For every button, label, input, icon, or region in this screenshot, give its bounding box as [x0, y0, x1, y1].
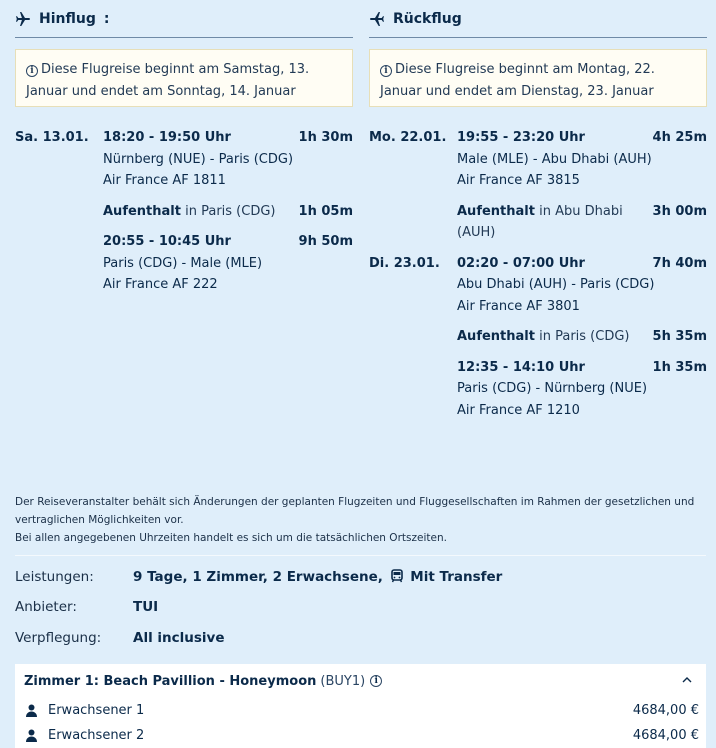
- leg-time: 18:20 - 19:50 Uhr: [103, 130, 231, 145]
- stopover-duration: 3h 00m: [652, 203, 707, 219]
- leg-flight: Air France AF 222: [103, 277, 218, 292]
- stopover-label: Aufenthalt: [457, 329, 535, 344]
- outbound-header: Hinflug :: [15, 0, 353, 38]
- stopover-place: in Paris (CDG): [539, 329, 630, 344]
- disclaimer-local-times: Bei allen angegebenen Uhrzeiten handelt es sich um die tatsächlichen Ortszeiten.: [15, 532, 447, 544]
- inbound-section: [369, 0, 707, 421]
- room-title: Zimmer 1: Beach Pavillion - Honeymoon: [24, 673, 317, 689]
- stopover: [369, 201, 707, 244]
- person-icon: [25, 729, 38, 742]
- stopover-duration: 1h 05m: [298, 203, 353, 219]
- flight-leg: [15, 127, 353, 192]
- stopover-label: Aufenthalt: [103, 203, 181, 219]
- person-icon: [25, 704, 38, 717]
- passenger-price: 4684,00 €: [632, 703, 699, 718]
- stopover-place: in Paris (CDG): [185, 203, 276, 219]
- flight-leg: [369, 357, 707, 422]
- inbound-title: Rückflug: [393, 10, 462, 27]
- info-icon: i: [26, 65, 38, 77]
- stopover-duration: 5h 35m: [652, 329, 707, 344]
- leg-route: Nürnberg (NUE) - Paris (CDG): [103, 151, 294, 167]
- leg-flight: Air France AF 3815: [457, 173, 580, 188]
- room-header[interactable]: [15, 664, 706, 698]
- stopover: [15, 201, 353, 223]
- passenger-price: 4684,00 €: [632, 728, 699, 743]
- leg-date: Sa. 13.01.: [15, 130, 89, 145]
- room-panel: [15, 664, 706, 748]
- plane-arrival-icon: [369, 11, 385, 27]
- leg-time: 02:20 - 07:00 Uhr: [457, 255, 585, 271]
- leg-flight: Air France AF 3801: [457, 298, 580, 314]
- outbound-legs: [15, 127, 353, 296]
- leg-duration: 1h 35m: [652, 359, 707, 375]
- board-value: All inclusive: [133, 630, 225, 646]
- room-code: (BUY1): [320, 673, 366, 689]
- provider-label: Anbieter:: [15, 599, 77, 615]
- disclaimer: [15, 493, 705, 547]
- room-info-icon[interactable]: i: [370, 675, 382, 687]
- stopover: [369, 326, 707, 348]
- leg-route: Paris (CDG) - Male (MLE): [103, 255, 263, 271]
- leg-time: 19:55 - 23:20 Uhr: [457, 130, 585, 145]
- leg-duration: 7h 40m: [652, 255, 707, 271]
- leg-duration: 1h 30m: [298, 130, 353, 145]
- plane-departure-icon: [15, 11, 31, 27]
- leg-duration: 4h 25m: [652, 130, 707, 145]
- stopover-label: Aufenthalt: [457, 203, 535, 219]
- disclaimer-changes: Der Reiseveranstalter behält sich Änderungen der geplanten Flugzeiten und Fluggesellschaften im Rahmen der gesetzlichen und vertraglichen Möglichkeiten vor.: [15, 496, 695, 526]
- outbound-section: [15, 0, 353, 296]
- leg-duration: 9h 50m: [298, 234, 353, 249]
- passenger-label: Erwachsener 2: [48, 728, 145, 743]
- board-label: Verpflegung:: [15, 630, 102, 646]
- chevron-up-icon[interactable]: [681, 674, 693, 686]
- inbound-notice: i Diese Flugreise beginnt am Montag, 22. Januar und endet am Dienstag, 23. Januar: [369, 49, 707, 107]
- leg-route: Male (MLE) - Abu Dhabi (AUH): [457, 151, 652, 167]
- services-label: Leistungen:: [15, 569, 94, 585]
- flight-leg: [15, 231, 353, 296]
- transfer-value: Mit Transfer: [410, 569, 503, 585]
- leg-date: Mo. 22.01.: [369, 130, 447, 145]
- leg-date: Di. 23.01.: [369, 255, 440, 271]
- outbound-title: Hinflug: [39, 10, 96, 27]
- leg-flight: Air France AF 1210: [457, 402, 580, 418]
- leg-flight: Air France AF 1811: [103, 173, 226, 188]
- services-value: 9 Tage, 1 Zimmer, 2 Erwachsene,: [133, 569, 383, 585]
- info-icon: i: [380, 65, 392, 77]
- leg-route: Paris (CDG) - Nürnberg (NUE): [457, 381, 648, 396]
- passenger-label: Erwachsener 1: [48, 703, 145, 718]
- leg-time: 20:55 - 10:45 Uhr: [103, 234, 231, 249]
- flight-leg: [369, 127, 707, 192]
- flight-leg: [369, 253, 707, 318]
- inbound-header: [369, 0, 707, 38]
- leg-time: 12:35 - 14:10 Uhr: [457, 359, 585, 375]
- passenger-row: [15, 723, 706, 748]
- provider-value: TUI: [133, 599, 159, 615]
- outbound-notice: i Diese Flugreise beginnt am Samstag, 13. Januar und endet am Sonntag, 14. Januar: [15, 49, 353, 107]
- passenger-row: [15, 698, 706, 723]
- bus-icon: [390, 569, 404, 583]
- divider: [15, 555, 706, 556]
- inbound-legs: [369, 127, 707, 421]
- leg-route: Abu Dhabi (AUH) - Paris (CDG): [457, 277, 655, 292]
- stopover-place: in Abu Dhabi (AUH): [457, 203, 623, 240]
